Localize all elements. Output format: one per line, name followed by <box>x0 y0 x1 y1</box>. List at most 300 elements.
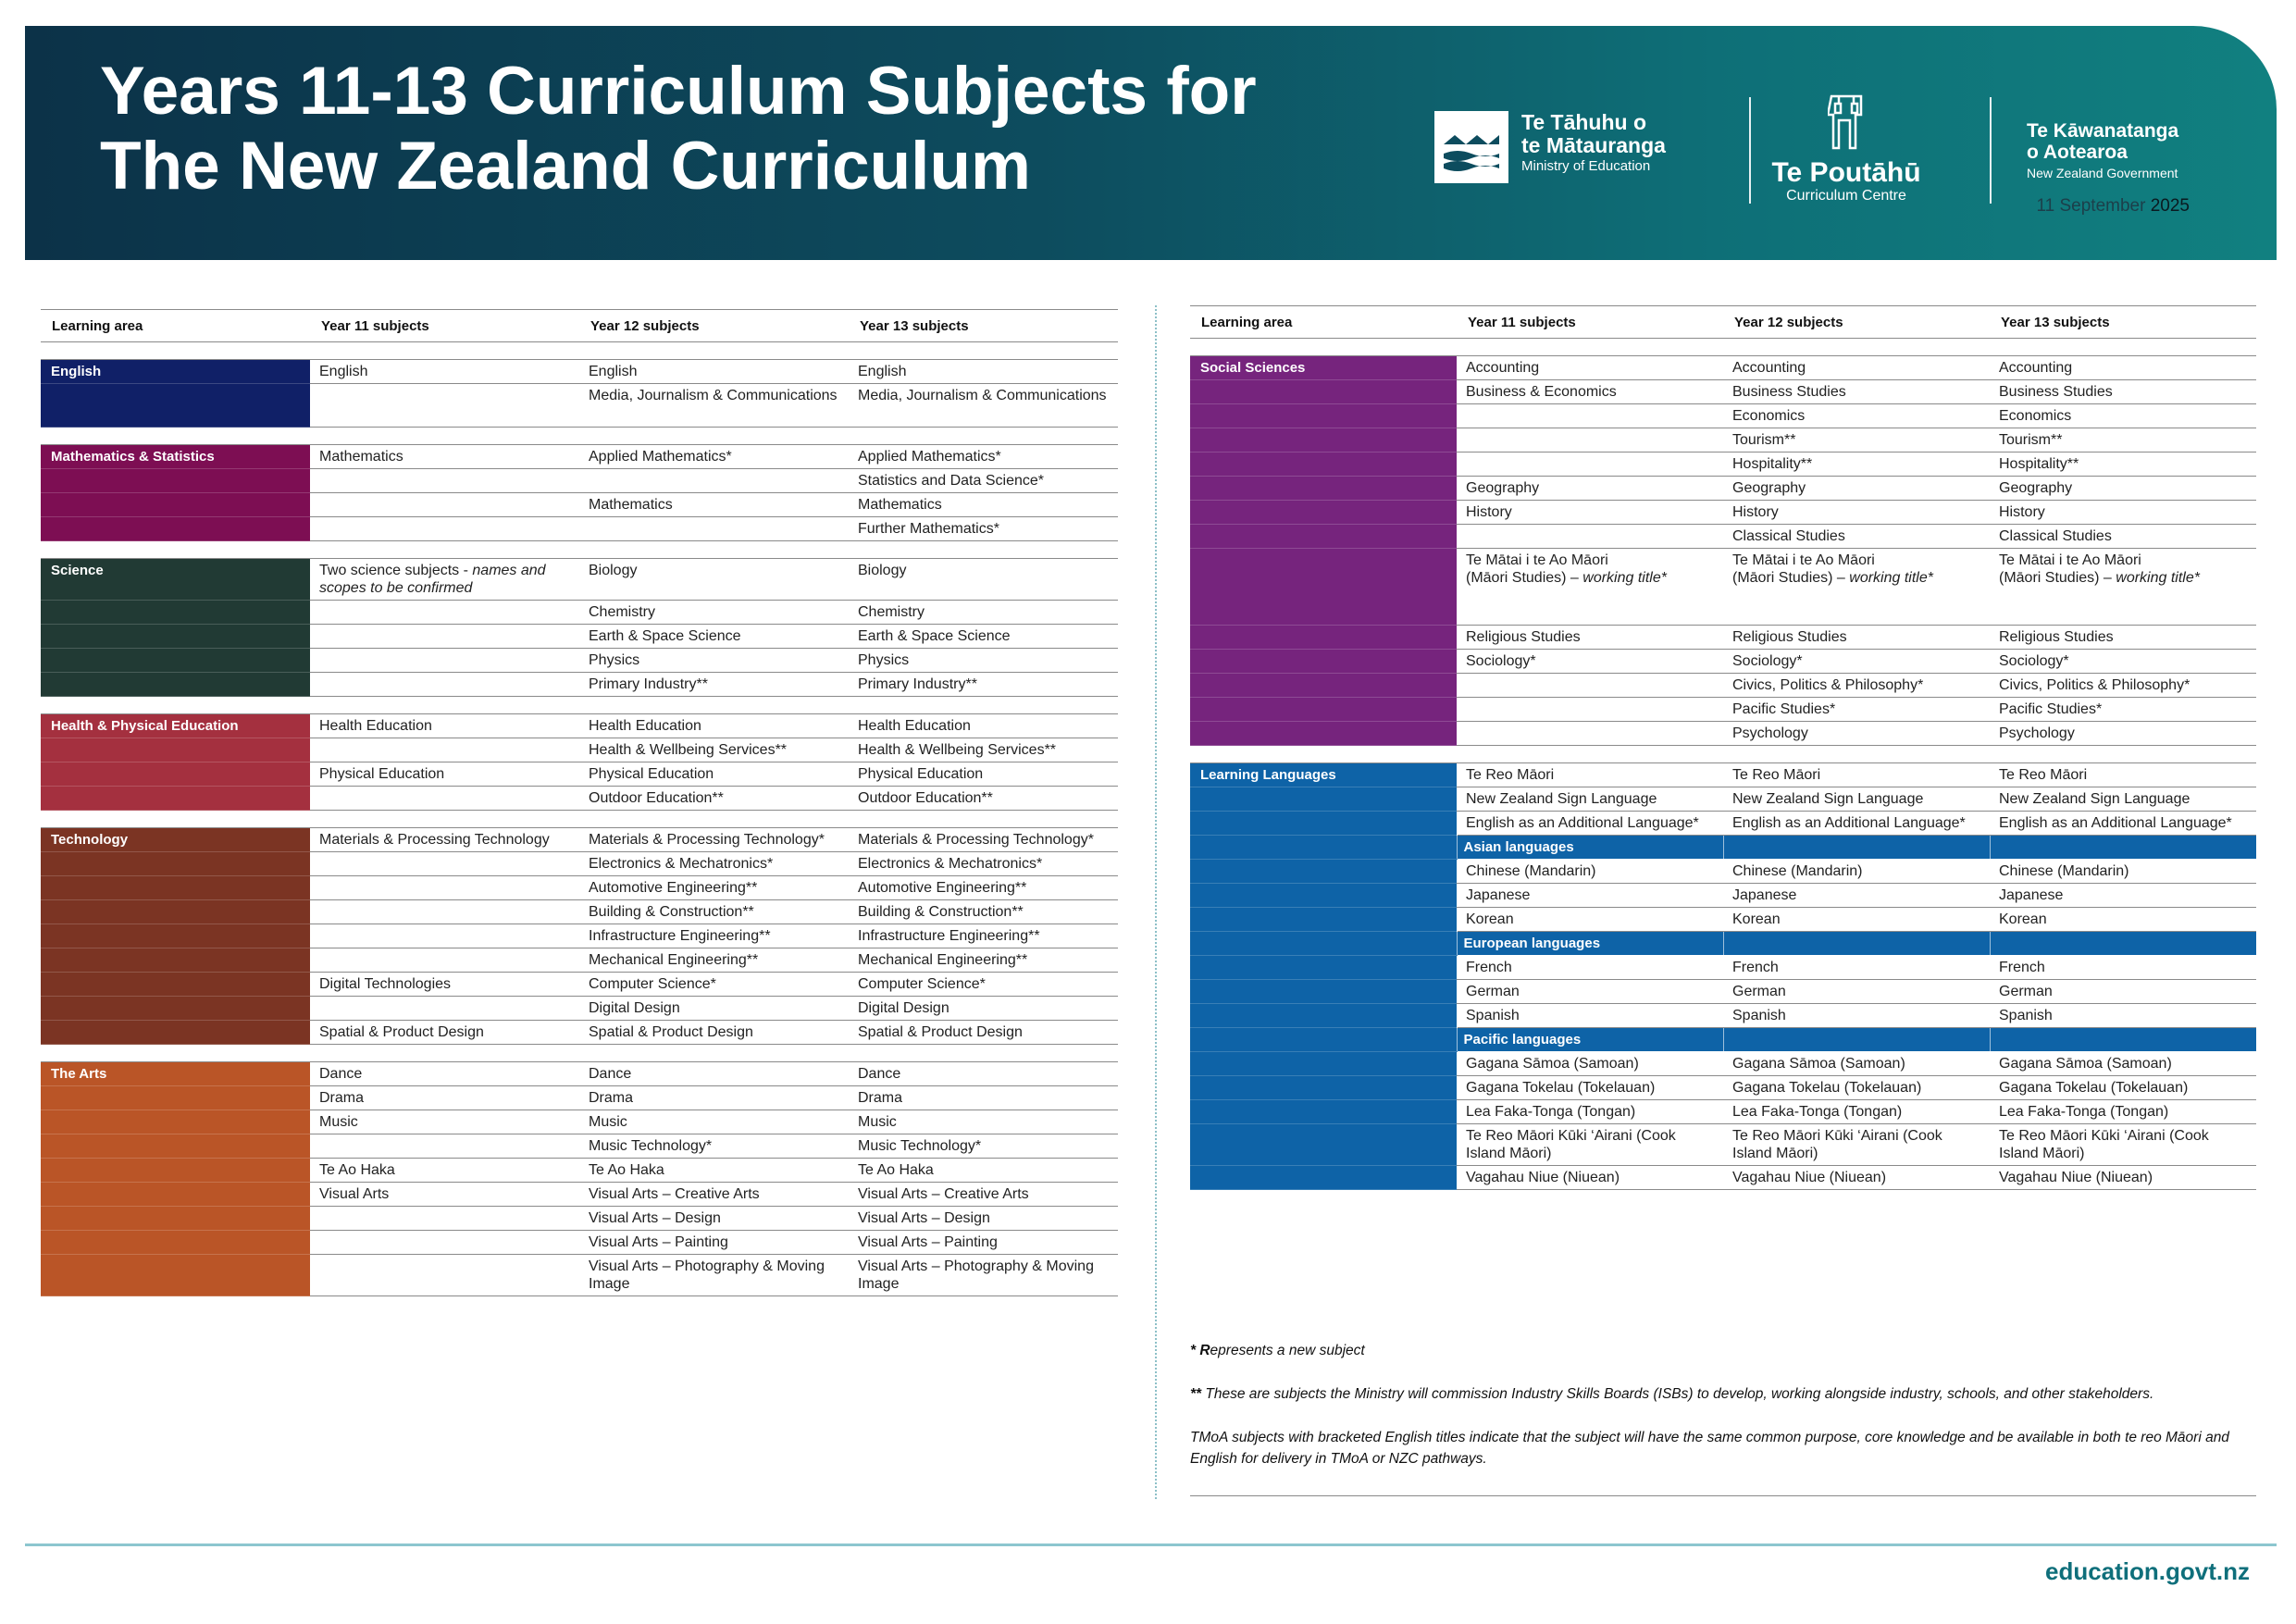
subject-cell-y11 <box>310 673 579 697</box>
subject-cell-y11 <box>310 493 579 517</box>
table-header-row <box>1190 306 2256 339</box>
subject-cell-y12: Geography <box>1723 477 1990 501</box>
subject-cell-y13: Automotive Engineering** <box>849 876 1118 900</box>
area-cell-lang <box>1190 1100 1457 1124</box>
table-row <box>41 762 1118 787</box>
left-subject-table <box>41 309 1118 1296</box>
subject-cell-y11 <box>310 1207 579 1231</box>
spacer-row <box>41 541 1118 559</box>
subject-cell-y11: Mathematics <box>310 445 579 469</box>
table-row <box>1190 356 2256 380</box>
area-cell-social <box>1190 698 1457 722</box>
table-row <box>41 1134 1118 1159</box>
area-cell-arts <box>41 1134 310 1159</box>
col-learning-area: Learning area <box>41 310 310 342</box>
notes-divider <box>1190 1495 2256 1496</box>
subject-cell-y11 <box>310 1134 579 1159</box>
tmai-working-title: working title* <box>1582 570 1667 586</box>
subject-cell-y11: Business & Economics <box>1457 380 1723 404</box>
subject-cell-y12: Business Studies <box>1723 380 1990 404</box>
ministry-logo <box>1434 111 1666 183</box>
subject-cell-y11 <box>1457 549 1723 626</box>
subject-cell-y12: Health & Wellbeing Services** <box>579 738 849 762</box>
subject-cell-y13: Tourism** <box>1990 428 2256 452</box>
language-group-heading-fill <box>1723 836 1990 860</box>
subject-cell-y11: Health Education <box>310 714 579 738</box>
table-row <box>1190 404 2256 428</box>
table-row <box>1190 549 2256 626</box>
subject-cell-y12: Materials & Processing Technology* <box>579 828 849 852</box>
subject-cell-y13: History <box>1990 501 2256 525</box>
spacer-row <box>41 811 1118 828</box>
poutahu-icon <box>1828 94 1865 150</box>
subject-cell-y11 <box>1457 722 1723 746</box>
col-year-13: Year 13 subjects <box>849 310 1118 342</box>
footer-url[interactable]: education.govt.nz <box>2045 1557 2250 1585</box>
subject-cell-y13: Mathematics <box>849 493 1118 517</box>
area-cell-lang <box>1190 908 1457 932</box>
subject-cell-y12: New Zealand Sign Language <box>1723 787 1990 812</box>
subject-cell-y12: Te Ao Haka <box>579 1159 849 1183</box>
area-cell-arts <box>41 1183 310 1207</box>
subject-cell-y11 <box>310 787 579 811</box>
area-cell-math <box>41 517 310 541</box>
area-cell-social <box>1190 380 1457 404</box>
subject-cell-y13: Hospitality** <box>1990 452 2256 477</box>
subject-cell-y13: Computer Science* <box>849 973 1118 997</box>
language-group-heading: Asian languages <box>1457 836 1723 860</box>
subject-cell-y13: Lea Faka-Tonga (Tongan) <box>1990 1100 2256 1124</box>
subject-cell-y13: Physics <box>849 649 1118 673</box>
table-row <box>41 559 1118 601</box>
table-row <box>1190 477 2256 501</box>
area-cell-tech: Technology <box>41 828 310 852</box>
subject-cell-y12: Visual Arts – Creative Arts <box>579 1183 849 1207</box>
table-row <box>41 601 1118 625</box>
area-cell-arts <box>41 1110 310 1134</box>
subject-cell-y12: Health Education <box>579 714 849 738</box>
subject-cell-y11: Korean <box>1457 908 1723 932</box>
subject-cell-y11 <box>310 559 579 601</box>
table-row <box>1190 1100 2256 1124</box>
area-cell-hpe: Health & Physical Education <box>41 714 310 738</box>
area-cell-tech <box>41 852 310 876</box>
table-row <box>41 997 1118 1021</box>
language-group-heading: Pacific languages <box>1457 1028 1723 1052</box>
table-row <box>41 1110 1118 1134</box>
subject-cell-y11: Dance <box>310 1062 579 1086</box>
science-note-italic: names and scopes to be confirmed <box>319 563 546 596</box>
language-group-heading-fill <box>1990 836 2256 860</box>
subject-cell-y11: Vagahau Niue (Niuean) <box>1457 1166 1723 1190</box>
subject-cell-y13: Gagana Tokelau (Tokelauan) <box>1990 1076 2256 1100</box>
table-row <box>41 469 1118 493</box>
subject-cell-y12: Lea Faka-Tonga (Tongan) <box>1723 1100 1990 1124</box>
subject-cell-y11: Physical Education <box>310 762 579 787</box>
subject-cell-y12: Tourism** <box>1723 428 1990 452</box>
area-cell-tech <box>41 876 310 900</box>
subject-cell-y13: Visual Arts – Creative Arts <box>849 1183 1118 1207</box>
table-row <box>41 852 1118 876</box>
subject-cell-y12: Electronics & Mechatronics* <box>579 852 849 876</box>
table-row <box>1190 787 2256 812</box>
col-year-11: Year 11 subjects <box>1457 306 1723 339</box>
spacer-row <box>41 697 1118 714</box>
col-learning-area: Learning area <box>1190 306 1457 339</box>
area-cell-social <box>1190 549 1457 626</box>
ministry-wave-icon <box>1434 111 1508 183</box>
area-cell-tech <box>41 1021 310 1045</box>
table-row <box>41 384 1118 428</box>
spacer-cell <box>41 1045 1118 1062</box>
subject-cell-y13: Primary Industry** <box>849 673 1118 697</box>
subject-cell-y13: Gagana Sāmoa (Samoan) <box>1990 1052 2256 1076</box>
tmai-title: Te Mātai i te Ao Māori <box>1732 552 1875 568</box>
subject-cell-y11: German <box>1457 980 1723 1004</box>
area-cell-social <box>1190 626 1457 650</box>
footnotes <box>1190 1340 2254 1492</box>
subject-cell-y11: Visual Arts <box>310 1183 579 1207</box>
table-row <box>41 924 1118 948</box>
area-cell-lang: Learning Languages <box>1190 763 1457 787</box>
subject-cell-y11 <box>310 900 579 924</box>
footer-rule <box>25 1543 2277 1546</box>
pacific-languages-heading <box>1190 1028 2256 1052</box>
subject-cell-y13: Visual Arts – Design <box>849 1207 1118 1231</box>
ministry-name-en: Ministry of Education <box>1521 158 1651 174</box>
subject-cell-y13: Music <box>849 1110 1118 1134</box>
table-row <box>41 673 1118 697</box>
subject-cell-y11: Religious Studies <box>1457 626 1723 650</box>
table-row <box>1190 674 2256 698</box>
subject-cell-y11: French <box>1457 956 1723 980</box>
subject-cell-y13: Spatial & Product Design <box>849 1021 1118 1045</box>
subject-cell-y11: Sociology* <box>1457 650 1723 674</box>
area-cell-lang <box>1190 1076 1457 1100</box>
area-cell-lang <box>1190 932 1457 956</box>
area-cell-tech <box>41 924 310 948</box>
subject-cell-y13: Biology <box>849 559 1118 601</box>
subject-cell-y11: Music <box>310 1110 579 1134</box>
subject-cell-y13: Japanese <box>1990 884 2256 908</box>
area-cell-english: English <box>41 360 310 384</box>
subject-cell-y11: Digital Technologies <box>310 973 579 997</box>
subject-cell-y11: Chinese (Mandarin) <box>1457 860 1723 884</box>
spacer-row <box>41 342 1118 360</box>
area-cell-social <box>1190 404 1457 428</box>
subject-cell-y12: Biology <box>579 559 849 601</box>
subject-cell-y13: Earth & Space Science <box>849 625 1118 649</box>
subject-cell-y11: English as an Additional Language* <box>1457 812 1723 836</box>
table-row <box>41 1159 1118 1183</box>
subject-cell-y12: Dance <box>579 1062 849 1086</box>
table-row <box>1190 1052 2256 1076</box>
subject-cell-y12: Infrastructure Engineering** <box>579 924 849 948</box>
subject-cell-y13: Vagahau Niue (Niuean) <box>1990 1166 2256 1190</box>
subject-cell-y12: Japanese <box>1723 884 1990 908</box>
area-cell-tech <box>41 948 310 973</box>
subject-cell-y11: Lea Faka-Tonga (Tongan) <box>1457 1100 1723 1124</box>
subject-cell-y11 <box>1457 674 1723 698</box>
subject-cell-y12: English as an Additional Language* <box>1723 812 1990 836</box>
area-cell-tech <box>41 900 310 924</box>
title-line-2: The New Zealand Curriculum <box>100 129 1031 204</box>
curriculum-centre-name: Te Poutāhū <box>1771 157 1921 188</box>
area-cell-lang <box>1190 1004 1457 1028</box>
subject-cell-y11: Materials & Processing Technology <box>310 828 579 852</box>
publication-date <box>2036 196 2190 217</box>
subject-cell-y12: Outdoor Education** <box>579 787 849 811</box>
area-cell-social <box>1190 674 1457 698</box>
subject-cell-y13: Building & Construction** <box>849 900 1118 924</box>
subject-cell-y12: Sociology* <box>1723 650 1990 674</box>
area-cell-hpe <box>41 738 310 762</box>
curriculum-centre-sub: Curriculum Centre <box>1786 188 1906 204</box>
subject-cell-y13: Pacific Studies* <box>1990 698 2256 722</box>
spacer-cell <box>41 428 1118 445</box>
subject-cell-y13 <box>1990 549 2256 626</box>
subject-cell-y12: History <box>1723 501 1990 525</box>
subject-cell-y11 <box>310 469 579 493</box>
subject-cell-y13: Accounting <box>1990 356 2256 380</box>
area-cell-lang <box>1190 1052 1457 1076</box>
area-cell-hpe <box>41 787 310 811</box>
subject-cell-y13: Spanish <box>1990 1004 2256 1028</box>
table-row <box>1190 1166 2256 1190</box>
subject-cell-y13: Statistics and Data Science* <box>849 469 1118 493</box>
table-row <box>41 649 1118 673</box>
logo-group <box>1434 65 2240 204</box>
curriculum-centre-logo <box>1754 94 1939 205</box>
spacer-cell <box>41 697 1118 714</box>
subject-cell-y13: German <box>1990 980 2256 1004</box>
column-separator <box>1155 305 1157 1499</box>
table-row <box>1190 812 2256 836</box>
subject-cell-y12: Visual Arts – Painting <box>579 1231 849 1255</box>
table-row <box>1190 650 2256 674</box>
table-row <box>41 738 1118 762</box>
subject-cell-y12: Physical Education <box>579 762 849 787</box>
area-cell-social <box>1190 477 1457 501</box>
subject-cell-y11 <box>1457 452 1723 477</box>
col-year-13: Year 13 subjects <box>1990 306 2256 339</box>
table-row <box>1190 908 2256 932</box>
table-row <box>1190 763 2256 787</box>
table-row <box>41 625 1118 649</box>
subject-cell-y12: Pacific Studies* <box>1723 698 1990 722</box>
subject-cell-y12: Te Reo Māori <box>1723 763 1990 787</box>
spacer-cell <box>41 811 1118 828</box>
subject-cell-y12 <box>1723 549 1990 626</box>
european-languages-heading <box>1190 932 2256 956</box>
area-cell-lang <box>1190 836 1457 860</box>
subject-cell-y12: Physics <box>579 649 849 673</box>
subject-cell-y13: Geography <box>1990 477 2256 501</box>
subject-cell-y12: Automotive Engineering** <box>579 876 849 900</box>
spacer-cell <box>1190 746 2256 763</box>
subject-cell-y11 <box>310 601 579 625</box>
table-row <box>1190 525 2256 549</box>
table-row <box>41 517 1118 541</box>
government-logo <box>2027 120 2178 183</box>
subject-cell-y11: Geography <box>1457 477 1723 501</box>
subject-cell-y12: Civics, Politics & Philosophy* <box>1723 674 1990 698</box>
subject-cell-y13: New Zealand Sign Language <box>1990 787 2256 812</box>
subject-cell-y12: Mathematics <box>579 493 849 517</box>
area-cell-social <box>1190 722 1457 746</box>
subject-cell-y12: Gagana Tokelau (Tokelauan) <box>1723 1076 1990 1100</box>
subject-cell-y13: Visual Arts – Photography & Moving Image <box>849 1255 1118 1296</box>
col-year-12: Year 12 subjects <box>579 310 849 342</box>
table-row <box>41 1062 1118 1086</box>
area-cell-tech <box>41 973 310 997</box>
col-year-11: Year 11 subjects <box>310 310 579 342</box>
subject-cell-y13: Te Reo Māori <box>1990 763 2256 787</box>
subject-cell-y12: Chemistry <box>579 601 849 625</box>
tmai-title: Te Mātai i te Ao Māori <box>1466 552 1608 568</box>
subject-cell-y13: Physical Education <box>849 762 1118 787</box>
subject-cell-y13: Music Technology* <box>849 1134 1118 1159</box>
spacer-row <box>1190 746 2256 763</box>
area-cell-hpe <box>41 762 310 787</box>
subject-cell-y13: Korean <box>1990 908 2256 932</box>
footnote-isb: ** These are subjects the Ministry will commission Industry Skills Boards (ISBs) to develop, working alongside industry, schools, and other stakeholders. <box>1190 1386 2154 1402</box>
spacer-row <box>1190 339 2256 356</box>
subject-cell-y13: Economics <box>1990 404 2256 428</box>
area-cell-arts: The Arts <box>41 1062 310 1086</box>
subject-cell-y13: Mechanical Engineering** <box>849 948 1118 973</box>
subject-cell-y13: French <box>1990 956 2256 980</box>
table-row <box>1190 860 2256 884</box>
subject-cell-y12: English <box>579 360 849 384</box>
page-title <box>100 54 1257 204</box>
table-row <box>1190 722 2256 746</box>
subject-cell-y11: Japanese <box>1457 884 1723 908</box>
subject-cell-y11 <box>310 924 579 948</box>
subject-cell-y13: English <box>849 360 1118 384</box>
footnote-tmoa: TMoA subjects with bracketed English titles indicate that the subject will have the same common purpose, core knowledge and be available in both te reo Māori and English for delivery in TMoA or NZC pathways. <box>1190 1430 2229 1467</box>
subject-cell-y11 <box>310 649 579 673</box>
table-row <box>1190 1124 2256 1166</box>
subject-cell-y13: Drama <box>849 1086 1118 1110</box>
table-row <box>41 828 1118 852</box>
area-cell-arts <box>41 1231 310 1255</box>
table-row <box>1190 698 2256 722</box>
subject-cell-y13: Te Ao Haka <box>849 1159 1118 1183</box>
subject-cell-y13: English as an Additional Language* <box>1990 812 2256 836</box>
table-row <box>1190 1076 2256 1100</box>
subject-cell-y12: Accounting <box>1723 356 1990 380</box>
subject-cell-y13: Infrastructure Engineering** <box>849 924 1118 948</box>
asian-languages-heading <box>1190 836 2256 860</box>
area-cell-science <box>41 649 310 673</box>
subject-cell-y11 <box>310 384 579 428</box>
area-cell-lang <box>1190 1124 1457 1166</box>
table-row <box>41 1231 1118 1255</box>
table-row <box>41 1021 1118 1045</box>
table-row <box>41 1207 1118 1231</box>
subject-cell-y11 <box>310 517 579 541</box>
area-cell-lang <box>1190 787 1457 812</box>
subject-cell-y13: Outdoor Education** <box>849 787 1118 811</box>
area-cell-lang <box>1190 1028 1457 1052</box>
tmai-title: Te Mātai i te Ao Māori <box>1999 552 2141 568</box>
subject-cell-y12: Economics <box>1723 404 1990 428</box>
subject-cell-y12: Applied Mathematics* <box>579 445 849 469</box>
table-row <box>41 900 1118 924</box>
table-row <box>41 360 1118 384</box>
area-cell-social <box>1190 650 1457 674</box>
subject-cell-y11: Drama <box>310 1086 579 1110</box>
subject-cell-y11 <box>310 1231 579 1255</box>
table-header-row <box>41 310 1118 342</box>
area-cell-social: Social Sciences <box>1190 356 1457 380</box>
spacer-row <box>41 1045 1118 1062</box>
table-row <box>41 1183 1118 1207</box>
table-row <box>1190 884 2256 908</box>
government-name-1: Te Kāwanatanga <box>2027 120 2179 142</box>
subject-cell-y12: Media, Journalism & Communications <box>579 384 849 428</box>
subject-cell-y13: Health Education <box>849 714 1118 738</box>
tmai-english: (Māori Studies) – <box>1999 570 2116 586</box>
logo-divider <box>1990 97 1992 204</box>
ministry-name-2: te Mātauranga <box>1521 133 1666 157</box>
table-row <box>41 714 1118 738</box>
subject-cell-y13: Electronics & Mechatronics* <box>849 852 1118 876</box>
subject-cell-y11: Gagana Tokelau (Tokelauan) <box>1457 1076 1723 1100</box>
table-row <box>1190 956 2256 980</box>
spacer-row <box>41 428 1118 445</box>
area-cell-lang <box>1190 980 1457 1004</box>
area-cell-lang <box>1190 884 1457 908</box>
spacer-cell <box>1190 339 2256 356</box>
subject-cell-y13: Digital Design <box>849 997 1118 1021</box>
subject-cell-y11: Gagana Sāmoa (Samoan) <box>1457 1052 1723 1076</box>
table-row <box>1190 980 2256 1004</box>
language-group-heading-fill <box>1990 932 2256 956</box>
spacer-cell <box>41 541 1118 559</box>
col-year-12: Year 12 subjects <box>1723 306 1990 339</box>
area-cell-math: Mathematics & Statistics <box>41 445 310 469</box>
tmai-english: (Māori Studies) – <box>1732 570 1850 586</box>
table-row <box>41 1255 1118 1296</box>
table-row <box>41 948 1118 973</box>
subject-cell-y11 <box>310 738 579 762</box>
area-cell-arts <box>41 1086 310 1110</box>
subject-cell-y13: Business Studies <box>1990 380 2256 404</box>
subject-cell-y12: Vagahau Niue (Niuean) <box>1723 1166 1990 1190</box>
subject-cell-y12 <box>579 517 849 541</box>
subject-cell-y12: Visual Arts – Photography & Moving Image <box>579 1255 849 1296</box>
title-line-1: Years 11-13 Curriculum Subjects for <box>100 54 1257 129</box>
subject-cell-y13: Applied Mathematics* <box>849 445 1118 469</box>
subject-cell-y11: History <box>1457 501 1723 525</box>
tmai-working-title: working title* <box>2116 570 2200 586</box>
subject-cell-y13: Religious Studies <box>1990 626 2256 650</box>
subject-cell-y12: Spanish <box>1723 1004 1990 1028</box>
subject-cell-y13: Chinese (Mandarin) <box>1990 860 2256 884</box>
footnote-new-subject: * Represents a new subject <box>1190 1343 1365 1358</box>
subject-cell-y13: Health & Wellbeing Services** <box>849 738 1118 762</box>
area-cell-science: Science <box>41 559 310 601</box>
date-day: 11 September <box>2036 196 2146 216</box>
logo-divider <box>1749 97 1751 204</box>
area-cell-social <box>1190 501 1457 525</box>
table-row <box>41 493 1118 517</box>
subject-cell-y13: Materials & Processing Technology* <box>849 828 1118 852</box>
language-group-heading-fill <box>1723 1028 1990 1052</box>
table-row <box>1190 626 2256 650</box>
